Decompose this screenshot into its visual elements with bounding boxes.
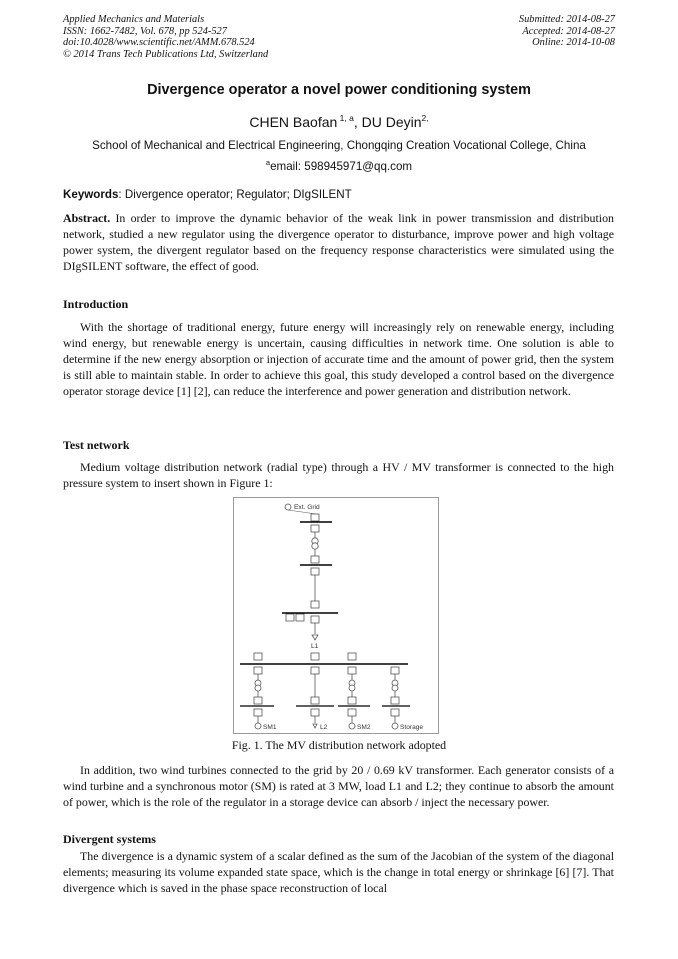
journal-issn: ISSN: 1662-7482, Vol. 678, pp 524-527 — [63, 25, 227, 37]
abstract — [63, 211, 614, 275]
author-2-name: DU Deyin — [361, 114, 422, 130]
transformer-icon — [255, 685, 261, 691]
breaker-box — [254, 697, 262, 704]
author-separator: , — [353, 114, 362, 130]
label-sm2: SM2 — [357, 724, 371, 731]
label-ext-grid: Ext. Grid — [294, 504, 320, 511]
label-storage: Storage — [400, 724, 424, 731]
generator-sm1-icon — [255, 723, 261, 729]
author-1-affiliation-mark: 1, a — [337, 113, 354, 123]
introduction-text: With the shortage of traditional energy, future energy will increasingly rely on renewable energy, including wind energy, but renewable energy is uncertain, causing difficulties in network time. One solution is able to determine if the new energy absorption or injection of accurate time and the amount of power grid, then the system is still able to maintain stable. In order to achieve this goal, this study developed a control based on the divergence operator storage device [1] [2], can reduce the interference and power generation and distribution network. — [63, 320, 614, 398]
journal-header-left — [63, 14, 268, 60]
author-1-name: CHEN Baofan — [249, 114, 338, 130]
transformer-icon — [349, 685, 355, 691]
breaker-box — [311, 525, 319, 532]
abstract-label: Abstract. — [63, 211, 111, 225]
breaker-box — [311, 697, 319, 704]
section-heading-introduction: Introduction — [63, 297, 129, 311]
breaker-box — [391, 667, 399, 674]
breaker-box — [391, 709, 399, 716]
breaker-box — [311, 653, 319, 660]
breaker-box — [348, 667, 356, 674]
breaker-box — [348, 697, 356, 704]
ext-grid-icon — [285, 504, 291, 510]
breaker-box — [311, 667, 319, 674]
divergent-systems-text: The divergence is a dynamic system of a scalar defined as the sum of the Jacobian of the system of the diagonal elements; measuring its volume expanded state space, which is the change in total energy or shrinkage [6] [7]. That divergence which is saved in the phase space reconstruction of local — [63, 849, 614, 895]
breaker-box — [311, 514, 319, 521]
email-address: email: 598945971@qq.com — [270, 160, 413, 173]
breaker-box — [348, 653, 356, 660]
submitted-date: Submitted: 2014-08-27 — [518, 14, 615, 25]
label-sm1: SM1 — [263, 724, 277, 731]
after-figure-text: In addition, two wind turbines connected to the grid by 20 / 0.69 kV transformer. Each generator consists of a wind turbine and a synchronous motor (SM) is rated at 3 MW, load L1 and L2; they continue to absorb the amount of power, which is the role of the regulator in a storage device can absorb / inject the necessary power. — [63, 763, 614, 809]
abstract-text: In order to improve the dynamic behavior of the weak link in power transmission and distribution network, studied a new regulator using the divergence operator to disturbance, improve power and high voltage power system, the divergent regulator based on the frequency response characteristics were simulated using the DIgSILENT software, the effect of good. — [63, 211, 614, 273]
affiliation: School of Mechanical and Electrical Engineering, Chongqing Creation Vocational College, China — [92, 139, 586, 152]
breaker-box — [311, 709, 319, 716]
email-mark: a — [265, 158, 271, 167]
breaker-box — [296, 614, 304, 621]
label-l2: L2 — [320, 724, 328, 731]
breaker-box — [286, 614, 294, 621]
breaker-box — [311, 556, 319, 563]
load-l1-icon — [312, 635, 318, 640]
transformer-icon — [392, 685, 398, 691]
test-network-text: Medium voltage distribution network (radial type) through a HV / MV transformer is connected to the high pressure system to insert shown in Figure 1: — [63, 460, 614, 490]
breaker-box — [311, 616, 319, 623]
breaker-box — [254, 653, 262, 660]
email-line — [0, 158, 678, 173]
label-l1: L1 — [311, 643, 319, 650]
journal-doi: doi:10.4028/www.scientific.net/AMM.678.524 — [63, 37, 255, 49]
journal-header-right — [519, 14, 615, 49]
network-diagram-svg — [234, 498, 440, 735]
journal-name: Applied Mechanics and Materials — [63, 14, 205, 25]
author-2-affiliation-mark: 2, — [421, 113, 429, 123]
keywords-text: : Divergence operator; Regulator; DIgSILENT — [118, 188, 352, 201]
accepted-date: Accepted: 2014-08-27 — [522, 25, 615, 37]
figure-network-diagram — [233, 497, 439, 734]
section-heading-divergent-systems: Divergent systems — [63, 832, 156, 846]
breaker-box — [254, 709, 262, 716]
breaker-box — [391, 697, 399, 704]
transformer-icon — [312, 543, 318, 549]
keywords — [63, 188, 352, 201]
breaker-box — [311, 601, 319, 608]
generator-sm2-icon — [349, 723, 355, 729]
section-heading-test-network: Test network — [63, 438, 130, 452]
breaker-box — [348, 709, 356, 716]
breaker-box — [311, 568, 319, 575]
load-l2-icon — [313, 724, 317, 728]
journal-copyright: © 2014 Trans Tech Publications Ltd, Switzerland — [63, 48, 269, 60]
breaker-box — [254, 667, 262, 674]
online-date: Online: 2014-10-08 — [532, 37, 615, 49]
paper-title: Divergence operator a novel power conditioning system — [147, 82, 531, 98]
storage-icon — [392, 723, 398, 729]
keywords-label: Keywords — [63, 188, 119, 201]
authors-line — [0, 113, 678, 130]
figure-caption: Fig. 1. The MV distribution network adopted — [231, 738, 447, 752]
